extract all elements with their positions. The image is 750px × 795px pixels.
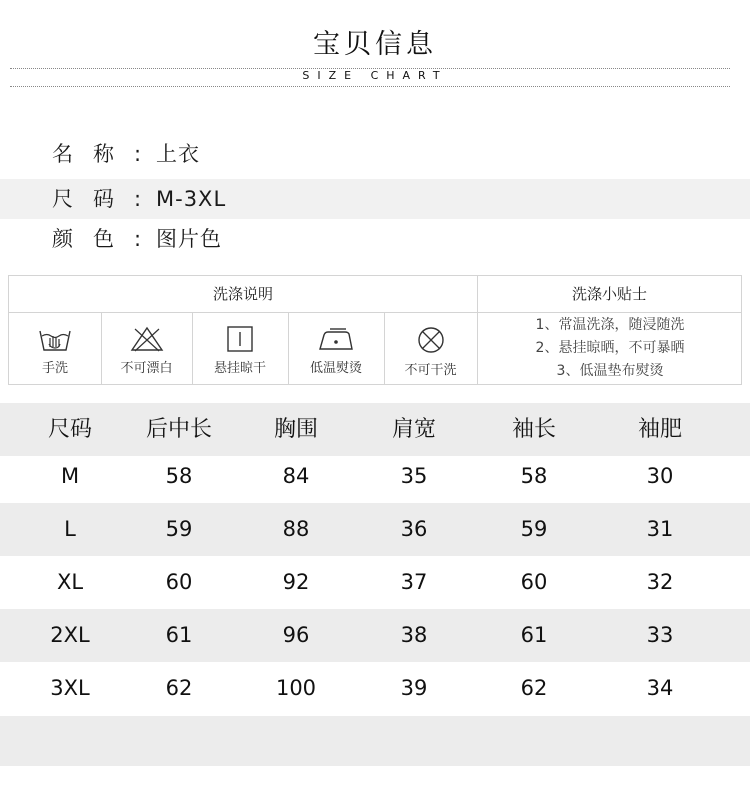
table-cell: 60 [520,570,548,594]
care-item-no-dry-clean [384,313,477,385]
table-cell: 34 [646,676,674,700]
size-header-cell: 袖长 [511,417,557,442]
info-row-size [0,179,750,219]
table-cell: 58 [520,464,548,488]
table-cell: 59 [165,517,193,541]
info-row-color [0,219,750,259]
info-row-name [0,134,750,174]
care-label: 不可干洗 [404,363,457,378]
table-cell: 30 [646,464,674,488]
table-row [0,503,750,556]
table-cell: 2XL [50,623,90,647]
care-tip: 2、悬挂晾晒，不可暴晒 [535,340,685,356]
care-item-hand-wash [9,313,101,385]
size-header-cell: 肩宽 [391,417,437,442]
care-label: 低温熨烫 [309,361,362,376]
table-row [0,450,750,503]
table-cell: 37 [400,570,428,594]
care-label: 不可漂白 [120,361,173,376]
care-tip: 1、常温洗涤，随浸随洗 [535,317,685,333]
table-cell: 36 [400,517,428,541]
table-cell: L [64,517,76,541]
table-cell: 100 [275,676,317,700]
table-cell: 88 [282,517,310,541]
care-tips-title: 洗涤小贴士 [571,285,647,303]
care-tip: 3、低温垫布熨烫 [556,363,664,379]
info-value: 上衣 [156,142,200,166]
care-label: 手洗 [41,361,68,376]
table-cell: 92 [282,570,310,594]
header-subtitle: SIZE CHART [302,69,448,82]
table-cell: 33 [646,623,674,647]
info-value: 图片色 [156,227,222,251]
care-item-hang-dry [192,313,288,385]
info-label: 名称: [52,142,162,166]
table-cell: M [60,464,80,488]
care-instructions-title: 洗涤说明 [212,285,273,303]
size-header-cell: 袖肥 [637,417,683,442]
size-header-cell: 后中长 [145,417,213,442]
table-cell: 3XL [50,676,90,700]
info-value: M-3XL [156,187,227,211]
care-item-low-iron [288,313,384,385]
care-box [8,275,742,385]
size-header-cell: 尺码 [47,417,93,442]
care-item-no-bleach [101,313,192,385]
size-table-header [0,403,750,456]
size-header-cell: 胸围 [273,417,319,442]
table-cell: 62 [165,676,193,700]
hand-wash-icon [37,325,73,353]
table-row [0,556,750,609]
no-dry-clean-icon [413,325,449,355]
hang-dry-icon [222,325,258,353]
table-cell: 32 [646,570,674,594]
table-row [0,609,750,662]
table-footer-band [0,716,750,766]
care-tips-list [479,314,741,383]
table-cell: 62 [520,676,548,700]
table-cell: 60 [165,570,193,594]
divider-bottom [10,86,730,87]
header-title: 宝贝信息 [313,29,437,60]
table-cell: 61 [520,623,548,647]
table-cell: 39 [400,676,428,700]
table-cell: 61 [165,623,193,647]
low-iron-icon [316,325,356,353]
table-row [0,662,750,715]
table-cell: 38 [400,623,428,647]
no-bleach-icon [129,325,165,353]
care-label: 悬挂晾干 [213,361,266,376]
table-cell: 35 [400,464,428,488]
table-cell: 59 [520,517,548,541]
info-label: 尺码: [52,187,162,211]
info-label: 颜色: [52,227,162,251]
table-cell: XL [56,570,84,594]
table-cell: 96 [282,623,310,647]
table-cell: 31 [646,517,674,541]
table-cell: 58 [165,464,193,488]
table-cell: 84 [282,464,310,488]
